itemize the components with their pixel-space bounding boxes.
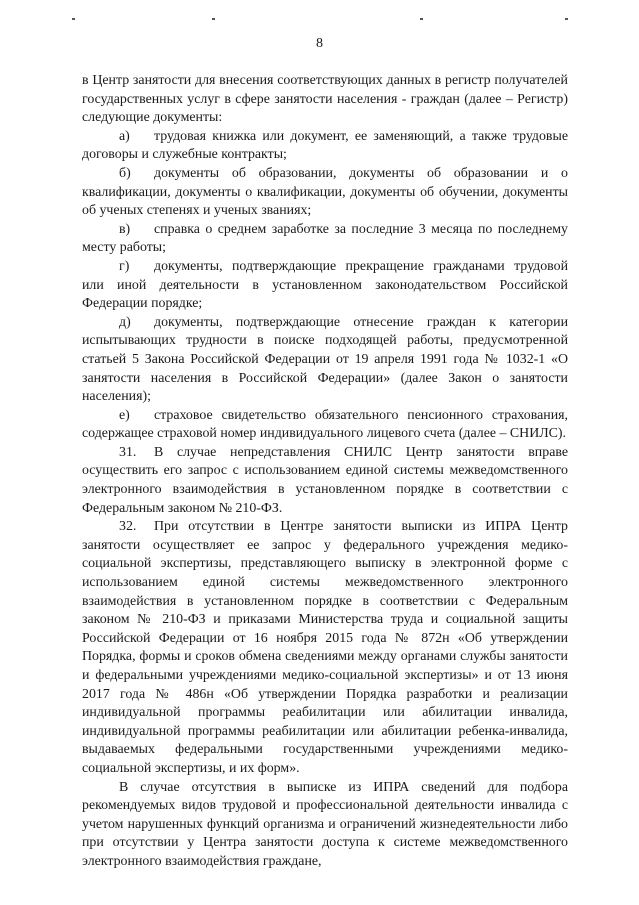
scan-mark bbox=[420, 18, 423, 20]
list-item-b bbox=[82, 165, 568, 221]
clause-text: При отсутствии в Центре занятости выписки из ИПРА Центр занятости осуществляет ее запрос у федерального учреждения медико-социальной экспертизы, представляющего выписку в электронной форме с использованием единой системы межведомственного электронного взаимодействия в установленном порядке в соответствии с Федеральным законом № 210-ФЗ и приказами Министерства труда и социальной защиты Российской Федерации от 16 ноября 2015 года № 872н «Об утверждении Порядка, формы и сроков обмена сведениями между органами службы занятости и федеральными учреждениями медико-социальной экспертизы» и от 13 июня 2017 года № 486н «Об утверждении Порядка разработки и реализации индивидуальной программы реабилитации или абилитации инвалида, индивидуальной программы реабилитации или абилитации ребенка-инвалида, выдаваемых федеральными государственными учреждениями медико-социальной экспертизы, и их форм». bbox=[82, 519, 568, 776]
list-item-g bbox=[82, 258, 568, 314]
list-item-text: трудовая книжка или документ, ее заменяющий, а также трудовые договоры и служебные контракты; bbox=[82, 128, 568, 163]
page-number: 8 bbox=[316, 36, 323, 51]
list-marker: в) bbox=[119, 221, 131, 237]
list-marker: д) bbox=[119, 314, 131, 330]
list-item-text: страховое свидетельство обязательного пенсионного страхования, содержащее страховой номер индивидуального лицевого счета (далее – СНИЛС). bbox=[82, 407, 568, 442]
clause-text: В случае непредставления СНИЛС Центр занятости вправе осуществить его запрос с использованием единой системы межведомственного электронного взаимодействия в установленном порядке в соответствии с Федеральным законом № 210-ФЗ. bbox=[82, 444, 568, 516]
list-marker: е) bbox=[119, 407, 130, 423]
list-item-e bbox=[82, 407, 568, 444]
list-item-text: документы об образовании, документы об образовании и о квалификации, документы о квалификации, документы об обучении, документы об ученых степенях и ученых званиях; bbox=[82, 165, 568, 219]
list-item-d bbox=[82, 314, 568, 407]
document-body bbox=[82, 72, 568, 872]
paragraph-intro bbox=[82, 72, 568, 128]
list-marker: а) bbox=[119, 128, 130, 144]
list-item-text: документы, подтверждающие прекращение гражданами трудовой или иной деятельности в установленном законодательством Российской Федерации порядке; bbox=[82, 258, 568, 312]
scan-mark bbox=[565, 18, 568, 20]
clause-number: 32. bbox=[119, 519, 137, 535]
scan-mark bbox=[212, 18, 215, 20]
clause-32 bbox=[82, 518, 568, 778]
list-marker: г) bbox=[119, 258, 130, 274]
list-item-text: справка о среднем заработке за последние 3 месяца по последнему месту работы; bbox=[82, 221, 568, 256]
paragraph-text: В случае отсутствия в выписке из ИПРА сведений для подбора рекомендуемых видов трудовой и профессиональной деятельности инвалида с учетом нарушенных функций организма и ограничений жизнедеятельности либо при отсутствии у Центра занятости доступа к системе межведомственного электронного взаимодействия граждане, bbox=[82, 779, 568, 869]
list-item-text: документы, подтверждающие отнесение граждан к категории испытывающих трудности в поиске подходящей работы, предусмотренной статьей 5 Закона Российской Федерации от 19 апреля 1991 года № 1032-1 «О занятости населения в Российской Федерации» (далее Закон о занятости населения); bbox=[82, 314, 568, 405]
clause-31 bbox=[82, 444, 568, 518]
list-item-a bbox=[82, 128, 568, 165]
clause-number: 31. bbox=[119, 444, 137, 460]
scan-mark bbox=[72, 18, 75, 20]
paragraph-text: в Центр занятости для внесения соответствующих данных в регистр получателей государственных услуг в сфере занятости населения - граждан (далее – Регистр) следующие документы: bbox=[82, 73, 568, 126]
list-item-v bbox=[82, 221, 568, 258]
list-marker: б) bbox=[119, 165, 131, 181]
paragraph-continuation bbox=[82, 779, 568, 872]
